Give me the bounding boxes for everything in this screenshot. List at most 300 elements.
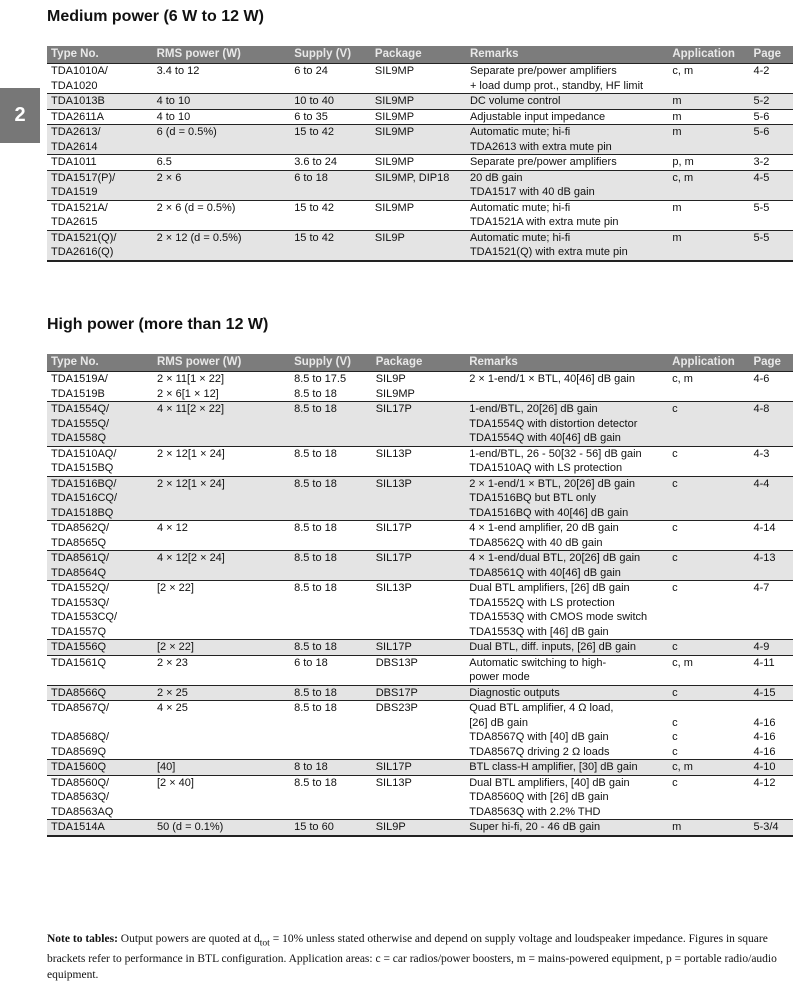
- table-row: [47, 655, 793, 670]
- package-cell: [372, 431, 466, 446]
- type-cell: TDA1514A: [47, 820, 153, 836]
- remarks-cell: Super hi-fi, 20 - 46 dB gain: [465, 820, 668, 836]
- type-cell: TDA2615: [51, 216, 98, 228]
- page-cell: 5-2: [750, 94, 793, 110]
- table-row: [47, 431, 793, 446]
- application-cell: c: [668, 521, 749, 536]
- remarks-cell: Automatic mute; hi-fi: [466, 125, 668, 140]
- table-row: [47, 155, 793, 171]
- application-cell: [668, 417, 749, 432]
- supply-cell: [290, 185, 371, 200]
- remarks-cell: Quad BTL amplifier, 4 Ω load,: [465, 701, 668, 716]
- type-cell: TDA1558Q: [47, 431, 153, 446]
- page-cell: [749, 506, 793, 521]
- page-cell: 4-14: [749, 521, 793, 536]
- column-header-app: Application: [668, 46, 749, 64]
- page-cell: [749, 566, 793, 581]
- remarks-cell: TDA1552Q with LS protection: [469, 596, 615, 609]
- rms-power-cell: [153, 610, 290, 625]
- type-cell: TDA2611A: [47, 109, 153, 125]
- rms-power-cell: [153, 716, 290, 731]
- table-row: [47, 760, 793, 776]
- application-cell: c, m: [668, 170, 749, 185]
- remarks-cell: TDA1553Q with CMOS mode switch: [469, 611, 648, 623]
- table-row: [47, 402, 793, 417]
- supply-cell: 8.5 to 18: [290, 551, 372, 566]
- remarks-cell: BTL class-H amplifier, [30] dB gain: [465, 760, 668, 776]
- section-heading-high: High power (more than 12 W): [47, 316, 269, 333]
- page-cell: 4-3: [749, 446, 793, 461]
- table-row: [47, 730, 793, 745]
- remarks-cell: TDA1521A with extra mute pin: [469, 216, 619, 228]
- page-cell: 4-2: [750, 64, 793, 79]
- type-cell: TDA1555Q/: [47, 417, 153, 432]
- rms-power-cell: [2 × 22]: [153, 581, 290, 596]
- package-cell: DBS17P: [372, 685, 466, 701]
- note-text-after: = 10% unless stated otherwise and depend on supply voltage and loudspeaker impedance. Figures in square brackets refer to performance in BTL configuration. Application areas: c = car radios/power boosters, m = mains-powered equipment, p = portable radio/audio equipment.: [47, 933, 777, 982]
- type-cell: TDA2614: [47, 140, 153, 155]
- package-cell: SIL13P: [372, 775, 466, 790]
- page-cell: 4-16: [753, 745, 776, 758]
- rms-power-cell: [153, 417, 290, 432]
- table-row: [47, 200, 793, 215]
- table-row: [47, 745, 793, 760]
- supply-cell: [290, 716, 372, 731]
- remarks-cell: 2 × 1-end/1 × BTL, 40[46] dB gain: [465, 372, 668, 387]
- package-cell: [371, 79, 466, 94]
- application-cell: c: [668, 685, 749, 701]
- application-cell: c: [668, 402, 749, 417]
- table-header-row: [47, 46, 793, 64]
- table-row: [47, 140, 793, 155]
- package-cell: [371, 140, 466, 155]
- application-cell: c: [668, 775, 749, 790]
- rms-power-cell: [153, 625, 290, 640]
- supply-cell: 6 to 24: [290, 64, 371, 79]
- package-cell: SIL9MP: [371, 155, 466, 171]
- package-cell: [372, 670, 466, 685]
- package-cell: SIL9MP: [371, 200, 466, 215]
- supply-cell: 8.5 to 18: [290, 685, 372, 701]
- rms-power-cell: 4 × 11[2 × 22]: [153, 402, 290, 417]
- rms-power-cell: 50 (d = 0.1%): [153, 820, 290, 836]
- rms-power-cell: [40]: [153, 760, 290, 776]
- remarks-cell: Separate pre/power amplifiers: [466, 155, 668, 171]
- rms-power-cell: [153, 431, 290, 446]
- table-row: [47, 716, 793, 731]
- supply-cell: 15 to 60: [290, 820, 372, 836]
- remarks-cell: Dual BTL, diff. inputs, [26] dB gain: [465, 640, 668, 656]
- supply-cell: [290, 431, 372, 446]
- type-cell: TDA1013B: [47, 94, 153, 110]
- page-cell: [750, 140, 793, 155]
- page-cell: [749, 610, 793, 625]
- rms-power-cell: [2 × 22]: [153, 640, 290, 656]
- rms-power-cell: [153, 805, 290, 820]
- page-cell: [749, 805, 793, 820]
- rms-power-cell: 2 × 6[1 × 12]: [156, 387, 219, 400]
- remarks-cell: DC volume control: [466, 94, 668, 110]
- remarks-cell: TDA1516BQ but BTL only: [465, 491, 668, 506]
- page-cell: 4-4: [749, 476, 793, 491]
- rms-power-cell: 6.5: [153, 155, 291, 171]
- rms-power-cell: [153, 140, 291, 155]
- type-cell: TDA1020: [51, 79, 98, 92]
- supply-cell: 8.5 to 18: [290, 701, 372, 716]
- rms-power-cell: [153, 79, 291, 94]
- type-cell: TDA2613/: [47, 125, 153, 140]
- supply-cell: [290, 506, 372, 521]
- application-cell: c, m: [668, 372, 749, 387]
- remarks-cell: 4 × 1-end amplifier, 20 dB gain: [465, 521, 668, 536]
- application-cell: [668, 506, 749, 521]
- page-cell: 5-6: [750, 125, 793, 140]
- rms-power-cell: [153, 185, 291, 200]
- page-cell: [749, 536, 793, 551]
- page-cell: [749, 387, 793, 402]
- supply-cell: [290, 610, 372, 625]
- package-cell: [372, 745, 466, 760]
- table-row: [47, 230, 793, 245]
- rms-power-cell: 2 × 11[1 × 22]: [153, 372, 290, 387]
- rms-power-cell: 3.4 to 12: [153, 64, 291, 79]
- supply-cell: [290, 596, 372, 611]
- rms-power-cell: 2 × 12[1 × 24]: [153, 476, 290, 491]
- application-cell: m: [668, 200, 749, 215]
- page-cell: [750, 79, 793, 94]
- rms-power-cell: 4 to 10: [153, 109, 291, 125]
- column-header-package: Package: [371, 46, 466, 64]
- supply-cell: 8.5 to 18: [290, 775, 372, 790]
- type-cell: TDA1553CQ/: [51, 611, 118, 623]
- application-cell: m: [668, 125, 749, 140]
- type-cell: TDA1552Q/: [47, 581, 153, 596]
- remarks-cell: TDA1521(Q) with extra mute pin: [466, 245, 668, 261]
- chapter-number: 2: [14, 104, 26, 126]
- table-row: [47, 387, 793, 402]
- supply-cell: 8.5 to 18: [290, 402, 372, 417]
- page-cell: [749, 701, 793, 716]
- table-row: [47, 536, 793, 551]
- column-header-supply: Supply (V): [290, 354, 372, 372]
- remarks-cell: TDA8563Q with 2.2% THD: [469, 805, 601, 818]
- supply-cell: 3.6 to 24: [290, 155, 371, 171]
- page-cell: 4-15: [749, 685, 793, 701]
- type-cell: TDA8564Q: [47, 566, 153, 581]
- column-header-page: Page: [750, 46, 793, 64]
- remarks-cell: Adjustable input impedance: [466, 109, 668, 125]
- rms-power-cell: 4 × 25: [153, 701, 290, 716]
- page-cell: 5-5: [750, 230, 793, 245]
- supply-cell: [290, 625, 372, 640]
- remarks-cell: 1-end/BTL, 20[26] dB gain: [465, 402, 668, 417]
- package-cell: SIL9P: [372, 820, 466, 836]
- type-cell: TDA1510AQ/: [47, 446, 153, 461]
- supply-cell: 8.5 to 18: [290, 446, 372, 461]
- column-header-remarks: Remarks: [465, 354, 668, 372]
- type-cell: TDA1519A/: [47, 372, 153, 387]
- supply-cell: [290, 536, 372, 551]
- rms-power-cell: [153, 790, 290, 805]
- supply-cell: [290, 215, 371, 230]
- table-row: [47, 775, 793, 790]
- table-row: [47, 79, 793, 94]
- section-heading-medium: Medium power (6 W to 12 W): [47, 8, 264, 25]
- supply-cell: 8.5 to 18: [290, 521, 372, 536]
- package-cell: SIL9MP: [371, 109, 466, 125]
- application-cell: [668, 536, 749, 551]
- package-cell: [372, 461, 466, 476]
- application-cell: [668, 185, 749, 200]
- supply-cell: 10 to 40: [290, 94, 371, 110]
- table-row: [47, 64, 793, 79]
- supply-cell: [290, 417, 372, 432]
- application-cell: m: [668, 109, 749, 125]
- remarks-cell: [26] dB gain: [469, 716, 528, 729]
- note-label: Note to tables:: [47, 933, 118, 945]
- table-row: [47, 491, 793, 506]
- page-cell: 5-3/4: [749, 820, 793, 836]
- rms-power-cell: 2 × 6: [153, 170, 291, 185]
- remarks-cell: + load dump prot., standby, HF limit: [469, 79, 644, 92]
- type-cell: TDA1557Q: [51, 625, 107, 638]
- remarks-cell: 20 dB gain: [466, 170, 668, 185]
- type-cell: TDA8566Q: [47, 685, 153, 701]
- remarks-cell: Diagnostic outputs: [465, 685, 668, 701]
- remarks-cell: Automatic mute; hi-fi: [466, 230, 668, 245]
- rms-power-cell: [153, 745, 290, 760]
- type-cell: TDA1516BQ/: [47, 476, 153, 491]
- type-cell: TDA1517(P)/: [47, 170, 153, 185]
- package-cell: [372, 417, 466, 432]
- application-cell: [668, 79, 749, 94]
- supply-cell: 15 to 42: [290, 230, 371, 245]
- rms-power-cell: 2 × 12 (d = 0.5%): [153, 230, 291, 245]
- type-cell: TDA8561Q/: [47, 551, 153, 566]
- application-cell: [668, 805, 749, 820]
- type-cell: TDA1519B: [51, 387, 105, 400]
- page-cell: [749, 670, 793, 685]
- supply-cell: 6 to 18: [290, 170, 371, 185]
- remarks-cell: power mode: [469, 671, 530, 683]
- type-cell: TDA2616(Q): [47, 245, 153, 261]
- page-cell: 4-16: [753, 716, 776, 729]
- table-row: [47, 566, 793, 581]
- supply-cell: [290, 140, 371, 155]
- package-cell: SIL13P: [372, 581, 466, 596]
- remarks-cell: TDA1517 with 40 dB gain: [466, 185, 668, 200]
- supply-cell: 6 to 35: [290, 109, 371, 125]
- application-cell: c: [672, 716, 678, 729]
- application-cell: [668, 610, 749, 625]
- table-row: [47, 446, 793, 461]
- rms-power-cell: [153, 566, 290, 581]
- page-cell: [749, 417, 793, 432]
- supply-cell: [290, 79, 371, 94]
- type-cell: TDA1561Q: [47, 655, 153, 670]
- type-cell: TDA8562Q/: [47, 521, 153, 536]
- application-cell: c, m: [668, 655, 749, 670]
- table-row: [47, 417, 793, 432]
- table-row: [47, 170, 793, 185]
- package-cell: SIL13P: [372, 446, 466, 461]
- package-cell: [371, 245, 466, 261]
- medium-power-table: [47, 46, 793, 262]
- application-cell: [668, 140, 749, 155]
- table-row: [47, 596, 793, 611]
- type-cell: TDA8560Q/: [47, 775, 153, 790]
- type-cell: TDA1521(Q)/: [47, 230, 153, 245]
- application-cell: [668, 596, 749, 611]
- application-cell: [668, 215, 749, 230]
- page-cell: 5-5: [750, 200, 793, 215]
- package-cell: [372, 536, 466, 551]
- remarks-cell: TDA1510AQ with LS protection: [469, 462, 623, 474]
- application-cell: [668, 790, 749, 805]
- type-cell: TDA1519: [47, 185, 153, 200]
- package-cell: [371, 185, 466, 200]
- application-cell: c: [668, 640, 749, 656]
- type-cell: TDA1553Q/: [51, 596, 110, 609]
- table-note: [47, 931, 787, 983]
- rms-power-cell: [153, 730, 290, 745]
- table-row: [47, 551, 793, 566]
- note-text-before: Output powers are quoted at d: [117, 933, 260, 945]
- supply-cell: [290, 566, 372, 581]
- package-cell: SIL13P: [372, 476, 466, 491]
- supply-cell: [290, 805, 372, 820]
- rms-power-cell: 4 × 12: [153, 521, 290, 536]
- supply-cell: 6 to 18: [290, 655, 372, 670]
- application-cell: [668, 431, 749, 446]
- page-cell: [749, 625, 793, 640]
- application-cell: [668, 387, 749, 402]
- table-row: [47, 581, 793, 596]
- table-row: [47, 461, 793, 476]
- package-cell: SIL9MP: [371, 64, 466, 79]
- package-cell: [371, 215, 466, 230]
- package-cell: [372, 790, 466, 805]
- remarks-cell: Automatic mute; hi-fi: [466, 200, 668, 215]
- application-cell: m: [668, 820, 749, 836]
- page-cell: 4-8: [749, 402, 793, 417]
- remarks-cell: Dual BTL amplifiers, [40] dB gain: [465, 775, 668, 790]
- package-cell: [372, 625, 466, 640]
- type-cell: TDA1011: [47, 155, 153, 171]
- application-cell: c, m: [668, 760, 749, 776]
- table-row: [47, 94, 793, 110]
- package-cell: SIL9P: [371, 230, 466, 245]
- package-cell: SIL17P: [372, 640, 466, 656]
- remarks-cell: Automatic switching to high-: [465, 655, 668, 670]
- application-cell: p, m: [668, 155, 749, 171]
- remarks-cell: 4 × 1-end/dual BTL, 20[26] dB gain: [465, 551, 668, 566]
- rms-power-cell: 6 (d = 0.5%): [153, 125, 291, 140]
- type-cell: [47, 716, 153, 731]
- package-cell: [372, 566, 466, 581]
- column-header-rms: RMS power (W): [153, 354, 290, 372]
- package-cell: SIL17P: [372, 521, 466, 536]
- page-cell: [749, 461, 793, 476]
- type-cell: TDA8568Q/: [51, 731, 110, 743]
- type-cell: [47, 670, 153, 685]
- remarks-cell: TDA1554Q with 40[46] dB gain: [465, 431, 668, 446]
- rms-power-cell: 2 × 23: [153, 655, 290, 670]
- application-cell: [668, 670, 749, 685]
- remarks-cell: TDA1516BQ with 40[46] dB gain: [465, 506, 668, 521]
- page-cell: [749, 596, 793, 611]
- supply-cell: [290, 670, 372, 685]
- rms-power-cell: 4 to 10: [153, 94, 291, 110]
- application-cell: c: [668, 581, 749, 596]
- rms-power-cell: [153, 491, 290, 506]
- table-row: [47, 109, 793, 125]
- column-header-type: Type No.: [47, 354, 153, 372]
- type-cell: TDA8563Q/: [51, 791, 110, 803]
- application-cell: c: [668, 446, 749, 461]
- table-row: [47, 790, 793, 805]
- rms-power-cell: [153, 461, 290, 476]
- application-cell: c: [672, 731, 678, 743]
- table-row: [47, 805, 793, 820]
- package-cell: SIL9MP: [371, 125, 466, 140]
- rms-power-cell: 2 × 6 (d = 0.5%): [153, 200, 291, 215]
- package-cell: DBS23P: [372, 701, 466, 716]
- remarks-cell: TDA2613 with extra mute pin: [466, 140, 668, 155]
- page-cell: 5-6: [750, 109, 793, 125]
- page-cell: [750, 245, 793, 261]
- application-cell: m: [668, 230, 749, 245]
- type-cell: TDA1010A/: [47, 64, 153, 79]
- table-row: [47, 215, 793, 230]
- chapter-tab: [0, 88, 40, 143]
- table-row: [47, 185, 793, 200]
- rms-power-cell: [153, 670, 290, 685]
- rms-power-cell: 4 × 12[2 × 24]: [153, 551, 290, 566]
- type-cell: TDA1560Q: [47, 760, 153, 776]
- package-cell: [372, 805, 466, 820]
- page-cell: 4-10: [749, 760, 793, 776]
- table-row: [47, 670, 793, 685]
- package-cell: SIL17P: [372, 551, 466, 566]
- supply-cell: [290, 745, 372, 760]
- page-cell: 4-6: [749, 372, 793, 387]
- package-cell: DBS13P: [372, 655, 466, 670]
- rms-power-cell: [153, 536, 290, 551]
- supply-cell: [290, 790, 372, 805]
- remarks-cell: 1-end/BTL, 26 - 50[32 - 56] dB gain: [465, 446, 668, 461]
- package-cell: [372, 506, 466, 521]
- supply-cell: 8 to 18: [290, 760, 372, 776]
- page-cell: [749, 431, 793, 446]
- application-cell: c, m: [668, 64, 749, 79]
- remarks-cell: TDA1553Q with [46] dB gain: [469, 625, 609, 638]
- table-row: [47, 701, 793, 716]
- page-cell: 4-5: [750, 170, 793, 185]
- high-power-table: [47, 354, 793, 837]
- application-cell: m: [668, 94, 749, 110]
- supply-cell: 15 to 42: [290, 125, 371, 140]
- table-header-row: [47, 354, 793, 372]
- table-row: [47, 506, 793, 521]
- column-header-app: Application: [668, 354, 749, 372]
- rms-power-cell: [153, 506, 290, 521]
- supply-cell: 8.5 to 18: [290, 640, 372, 656]
- type-cell: TDA8569Q: [51, 745, 107, 758]
- table-row: [47, 372, 793, 387]
- page-cell: [749, 491, 793, 506]
- supply-cell: [290, 461, 372, 476]
